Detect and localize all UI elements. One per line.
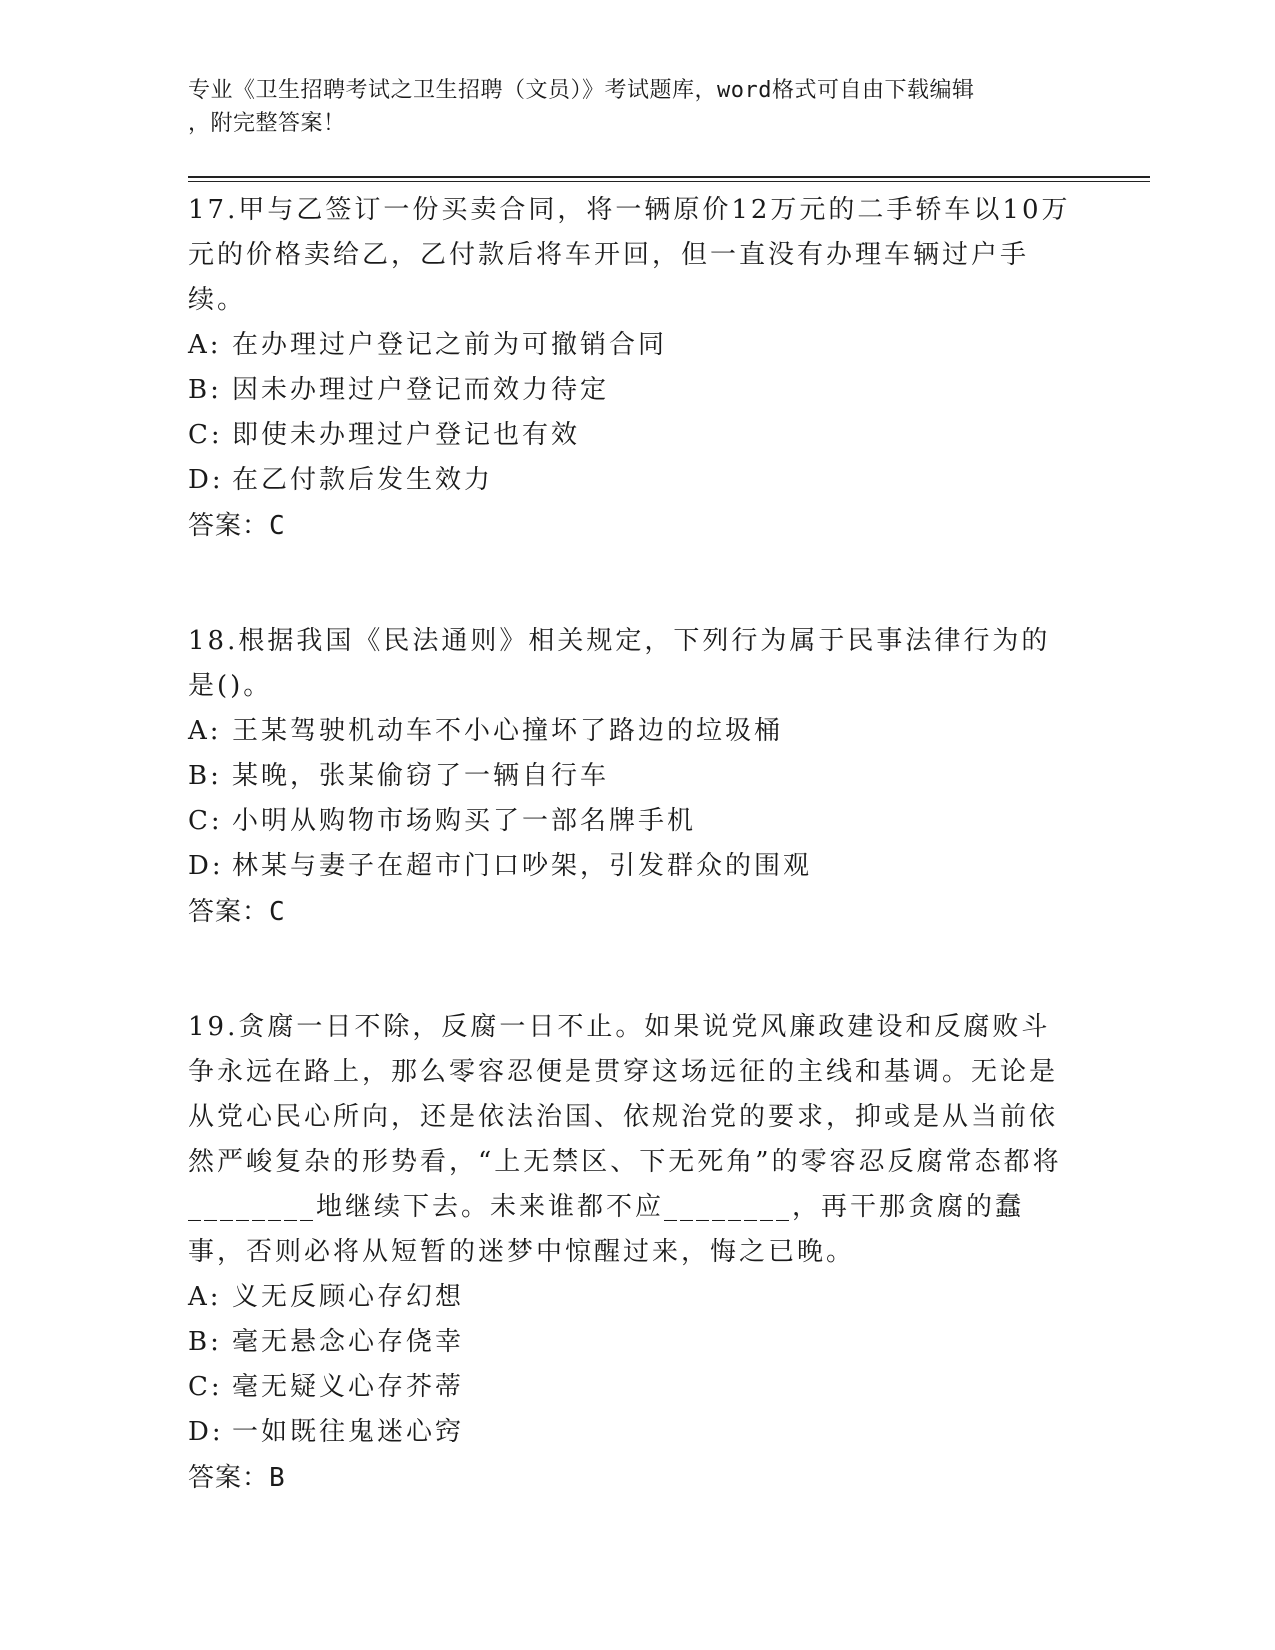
option-text: 小明从购物市场购买了一部名牌手机	[232, 806, 697, 836]
option-letter: B:	[188, 375, 222, 405]
option-letter: A:	[188, 1282, 222, 1312]
option-text: 林某与妻子在超市门口吵架，引发群众的围观	[232, 851, 813, 881]
header-line-2: ，附完整答案！	[188, 111, 346, 136]
question-text: 18.根据我国《民法通则》相关规定，下列行为属于民事法律行为的是()。	[188, 626, 1051, 701]
question-19	[188, 1005, 1078, 1501]
option-letter: D:	[188, 851, 224, 881]
option-letter: C:	[188, 420, 223, 450]
option-text: 即使未办理过户登记也有效	[232, 420, 581, 450]
option-a	[188, 709, 1078, 754]
answer-label: 答案：	[188, 1463, 270, 1493]
question-17	[188, 188, 1078, 549]
option-text: 某晚，张某偷窃了一辆自行车	[232, 761, 610, 791]
answer-value: C	[269, 897, 286, 927]
question-list	[188, 188, 1078, 1571]
header-divider	[188, 176, 1150, 178]
option-text: 在乙付款后发生效力	[232, 465, 494, 495]
option-d	[188, 458, 1078, 503]
header-divider-thin	[188, 181, 1150, 182]
page-header	[188, 74, 1068, 140]
answer-label: 答案：	[188, 511, 270, 541]
option-d	[188, 844, 1078, 889]
option-letter: A:	[188, 330, 222, 360]
option-text: 毫无疑义心存芥蒂	[232, 1372, 465, 1402]
answer-label: 答案：	[188, 897, 270, 927]
answer-value: C	[269, 511, 286, 541]
header-line-1: 专业《卫生招聘考试之卫生招聘（文员）》考试题库，word格式可自由下载编辑	[188, 78, 975, 103]
option-text: 因未办理过户登记而效力待定	[232, 375, 610, 405]
option-b	[188, 368, 1078, 413]
option-c	[188, 1365, 1078, 1410]
answer-value: B	[269, 1463, 286, 1493]
option-letter: A:	[188, 716, 222, 746]
question-text: 17.甲与乙签订一份买卖合同，将一辆原价12万元的二手轿车以10万元的价格卖给乙，乙付款后将车开回，但一直没有办理车辆过户手续。	[188, 195, 1071, 315]
answer-line	[188, 1455, 1078, 1501]
option-b	[188, 1320, 1078, 1365]
option-c	[188, 799, 1078, 844]
option-letter: C:	[188, 1372, 223, 1402]
option-d	[188, 1410, 1078, 1455]
option-letter: C:	[188, 806, 223, 836]
question-18	[188, 619, 1078, 935]
option-c	[188, 413, 1078, 458]
option-letter: B:	[188, 1327, 222, 1357]
answer-line	[188, 889, 1078, 935]
option-a	[188, 1275, 1078, 1320]
option-a	[188, 323, 1078, 368]
option-text: 一如既往鬼迷心窍	[232, 1417, 465, 1447]
question-text: 19.贪腐一日不除，反腐一日不止。如果说党风廉政建设和反腐败斗争永远在路上，那么零容忍便是贯穿这场远征的主线和基调。无论是从党心民心所向，还是依法治国、依规治党的要求，抑或是从当前依然严峻复杂的形势看，“上无禁区、下无死角”的零容忍反腐常态都将________地继续下去。未来谁都不应________，再干那贪腐的蠢事，否则必将从短暂的迷梦中惊醒过来，悔之已晚。	[188, 1012, 1062, 1267]
option-letter: B:	[188, 761, 222, 791]
option-letter: D:	[188, 465, 224, 495]
option-b	[188, 754, 1078, 799]
option-text: 王某驾驶机动车不小心撞坏了路边的垃圾桶	[232, 716, 784, 746]
option-text: 义无反顾心存幻想	[232, 1282, 465, 1312]
option-text: 毫无悬念心存侥幸	[232, 1327, 465, 1357]
option-letter: D:	[188, 1417, 224, 1447]
answer-line	[188, 503, 1078, 549]
option-text: 在办理过户登记之前为可撤销合同	[232, 330, 668, 360]
